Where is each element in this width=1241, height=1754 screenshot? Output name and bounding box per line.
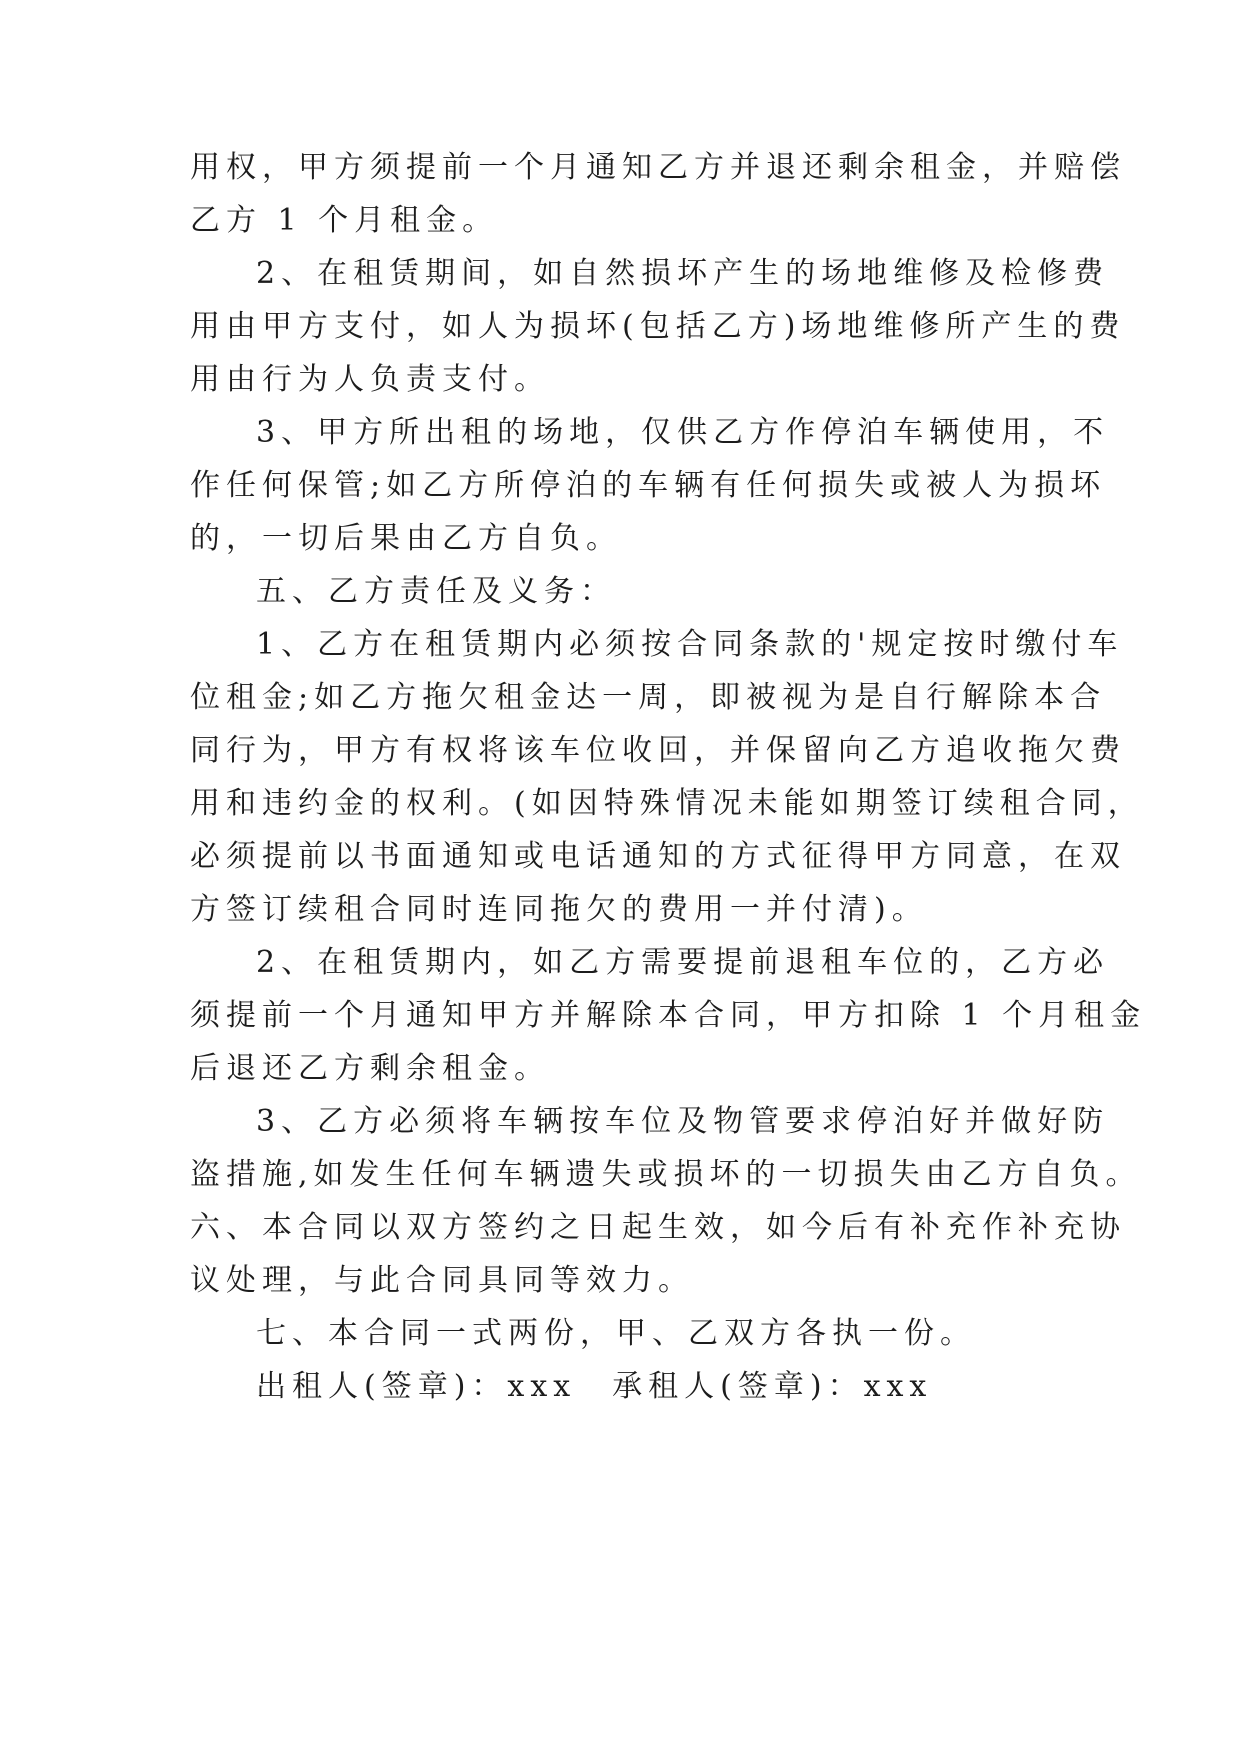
clause-2: 2、在租赁期间，如自然损坏产生的场地维修及检修费: [256, 256, 1110, 291]
signature-line: 出租人(签章)：xxx 承租人(签章)：xxx: [256, 1369, 933, 1404]
section-heading-6: 六、本合同以双方签约之日起生效，如今后有补充作补充协: [190, 1210, 1126, 1245]
text-line: 用由行为人负责支付。: [190, 362, 550, 397]
text-line: 的，一切后果由乙方自负。: [190, 521, 622, 556]
text-line: 用和违约金的权利。(如因特殊情况未能如期签订续租合同，: [190, 786, 1144, 821]
text-line: 议处理，与此合同具同等效力。: [190, 1263, 694, 1298]
text-line: 盗措施,如发生任何车辆遗失或损坏的一切损失由乙方自负。: [190, 1157, 1142, 1192]
text-line: 位租金;如乙方拖欠租金达一周，即被视为是自行解除本合: [190, 680, 1107, 715]
text-line: 乙方 1 个月租金。: [190, 203, 499, 238]
text-line: 用由甲方支付，如人为损坏(包括乙方)场地维修所产生的费: [190, 309, 1126, 344]
section-heading-5: 五、乙方责任及义务：: [256, 574, 616, 609]
text-line: 同行为，甲方有权将该车位收回，并保留向乙方追收拖欠费: [190, 733, 1126, 768]
clause-2: 2、在租赁期内，如乙方需要提前退租车位的，乙方必: [256, 945, 1110, 980]
clause-3: 3、乙方必须将车辆按车位及物管要求停泊好并做好防: [256, 1104, 1110, 1139]
text-line: 方签订续租合同时连同拖欠的费用一并付清)。: [190, 892, 928, 927]
text-line: 作任何保管;如乙方所停泊的车辆有任何损失或被人为损坏: [190, 468, 1107, 503]
text-line: 用权，甲方须提前一个月通知乙方并退还剩余租金，并赔偿: [190, 150, 1126, 185]
text-line: 必须提前以书面通知或电话通知的方式征得甲方同意，在双: [190, 839, 1126, 874]
text-line: 须提前一个月通知甲方并解除本合同，甲方扣除 1 个月租金: [190, 998, 1147, 1033]
clause-1: 1、乙方在租赁期内必须按合同条款的'规定按时缴付车: [256, 627, 1124, 662]
clause-3: 3、甲方所出租的场地，仅供乙方作停泊车辆使用，不: [256, 415, 1110, 450]
text-line: 后退还乙方剩余租金。: [190, 1051, 550, 1086]
section-heading-7: 七、本合同一式两份，甲、乙双方各执一份。: [256, 1316, 976, 1351]
